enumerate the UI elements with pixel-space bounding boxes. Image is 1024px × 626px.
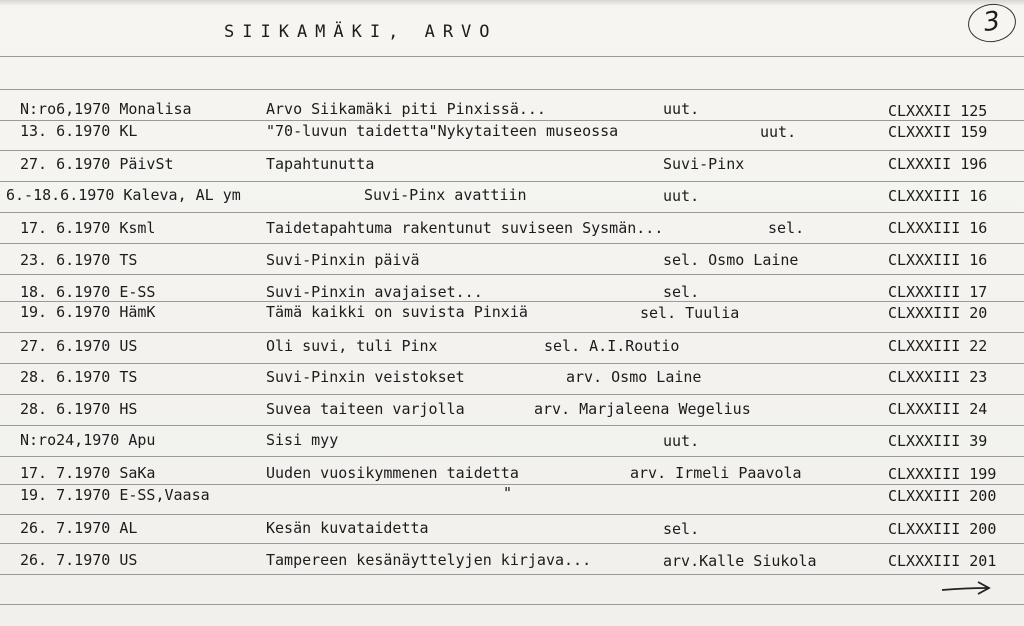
rule-line xyxy=(0,212,1024,213)
entry-date-source: 17. 6.1970 Ksml xyxy=(20,219,156,237)
entry-reference: CLXXXII 125 xyxy=(888,102,988,120)
entry-title: "70-luvun taidetta"Nykytaiteen museossa xyxy=(266,122,619,140)
entry-date-source: 23. 6.1970 TS xyxy=(20,251,138,269)
entry-title: Uuden vuosikymmenen taidetta xyxy=(266,464,519,482)
rule-line xyxy=(0,543,1024,544)
entry-type: sel. Osmo Laine xyxy=(663,251,799,269)
entry-reference: CLXXXIII 17 xyxy=(888,283,988,301)
entry-date-source: 13. 6.1970 KL xyxy=(20,122,138,140)
entry-date-source: 26. 7.1970 US xyxy=(20,551,138,569)
entry-type: uut. xyxy=(760,123,797,141)
entry-reference: CLXXXIII 22 xyxy=(888,337,988,355)
entry-title: Taidetapahtuma rakentunut suviseen Sysmän... xyxy=(266,219,664,237)
entry-date-source: 18. 6.1970 E-SS xyxy=(20,283,156,301)
rule-line xyxy=(0,363,1024,364)
rule-line xyxy=(0,456,1024,457)
entry-type: Suvi-Pinx xyxy=(663,155,745,173)
entry-reference: CLXXXIII 16 xyxy=(888,187,988,205)
rule-line xyxy=(0,394,1024,395)
entry-reference: CLXXXII 196 xyxy=(888,155,988,173)
rule-line xyxy=(0,332,1024,333)
entry-title: Arvo Siikamäki piti Pinxissä... xyxy=(266,100,546,118)
entry-type: sel. xyxy=(768,219,805,237)
entry-date-source: 27. 6.1970 US xyxy=(20,337,138,355)
entry-date-source: 19. 7.1970 E-SS,Vaasa xyxy=(20,486,210,504)
entry-reference: CLXXXII 159 xyxy=(888,123,988,141)
rule-line xyxy=(0,425,1024,426)
entry-type: uut. xyxy=(663,187,700,205)
entry-type: sel. xyxy=(663,520,700,538)
entry-ditto-mark: " xyxy=(503,484,513,502)
entry-title: Suvi-Pinxin avajaiset... xyxy=(266,283,483,301)
entry-type: uut. xyxy=(663,432,700,450)
entry-title: Kesän kuvataidetta xyxy=(266,519,429,537)
entry-date-source: N:ro24,1970 Apu xyxy=(20,431,156,449)
entry-reference: CLXXXIII 39 xyxy=(888,432,988,450)
card-number-circled: 3 xyxy=(966,1,1019,45)
entry-date-source: 27. 6.1970 PäivSt xyxy=(20,155,174,173)
rule-line xyxy=(0,274,1024,275)
entry-date-source: 6.-18.6.1970 Kaleva, AL ym xyxy=(6,186,241,204)
entry-type: arv. Marjaleena Wegelius xyxy=(534,400,751,418)
entry-title: Sisi myy xyxy=(266,431,339,449)
entry-type: sel. A.I.Routio xyxy=(544,337,680,355)
rule-line xyxy=(0,574,1024,575)
continuation-arrow-icon xyxy=(940,578,994,600)
entry-date-source: N:ro6,1970 Monalisa xyxy=(20,100,192,118)
entry-reference: CLXXXIII 20 xyxy=(888,304,988,322)
rule-line xyxy=(0,301,1024,302)
entry-reference: CLXXXIII 24 xyxy=(888,400,988,418)
entry-date-source: 28. 6.1970 TS xyxy=(20,368,138,386)
entry-type: uut. xyxy=(663,100,700,118)
entry-type: sel. Tuulia xyxy=(640,304,740,322)
rule-line xyxy=(0,243,1024,244)
rule-line xyxy=(0,604,1024,605)
entry-type: arv. Osmo Laine xyxy=(566,368,702,386)
entry-reference: CLXXXIII 201 xyxy=(888,552,997,570)
entry-title: Suvi-Pinxin veistokset xyxy=(266,368,465,386)
entry-title: Suvi-Pinx avattiin xyxy=(364,186,527,204)
rule-line xyxy=(0,181,1024,182)
entry-type: sel. xyxy=(663,283,700,301)
entry-type: arv.Kalle Siukola xyxy=(663,552,817,570)
entry-date-source: 19. 6.1970 HämK xyxy=(20,303,156,321)
entry-title: Tämä kaikki on suvista Pinxiä xyxy=(266,303,528,321)
card-title: SIIKAMÄKI, ARVO xyxy=(224,22,498,42)
rule-line xyxy=(0,514,1024,515)
entry-date-source: 26. 7.1970 AL xyxy=(20,519,138,537)
entry-title: Tampereen kesänäyttelyjen kirjava... xyxy=(266,551,592,569)
entry-title: Suvi-Pinxin päivä xyxy=(266,251,420,269)
entry-reference: CLXXXIII 200 xyxy=(888,487,997,505)
entry-reference: CLXXXIII 200 xyxy=(888,520,997,538)
rule-line xyxy=(0,120,1024,121)
entry-reference: CLXXXIII 23 xyxy=(888,368,988,386)
entry-type: arv. Irmeli Paavola xyxy=(630,464,802,482)
entry-reference: CLXXXIII 16 xyxy=(888,251,988,269)
entry-date-source: 28. 6.1970 HS xyxy=(20,400,138,418)
entry-date-source: 17. 7.1970 SaKa xyxy=(20,464,156,482)
entry-title: Suvea taiteen varjolla xyxy=(266,400,465,418)
entry-reference: CLXXXIII 16 xyxy=(888,219,988,237)
entry-title: Oli suvi, tuli Pinx xyxy=(266,337,438,355)
rule-line xyxy=(0,89,1024,90)
rule-line xyxy=(0,150,1024,151)
entry-title: Tapahtunutta xyxy=(266,155,375,173)
card-top-edge xyxy=(0,0,1024,6)
entry-reference: CLXXXIII 199 xyxy=(888,465,997,483)
rule-line xyxy=(0,56,1024,57)
